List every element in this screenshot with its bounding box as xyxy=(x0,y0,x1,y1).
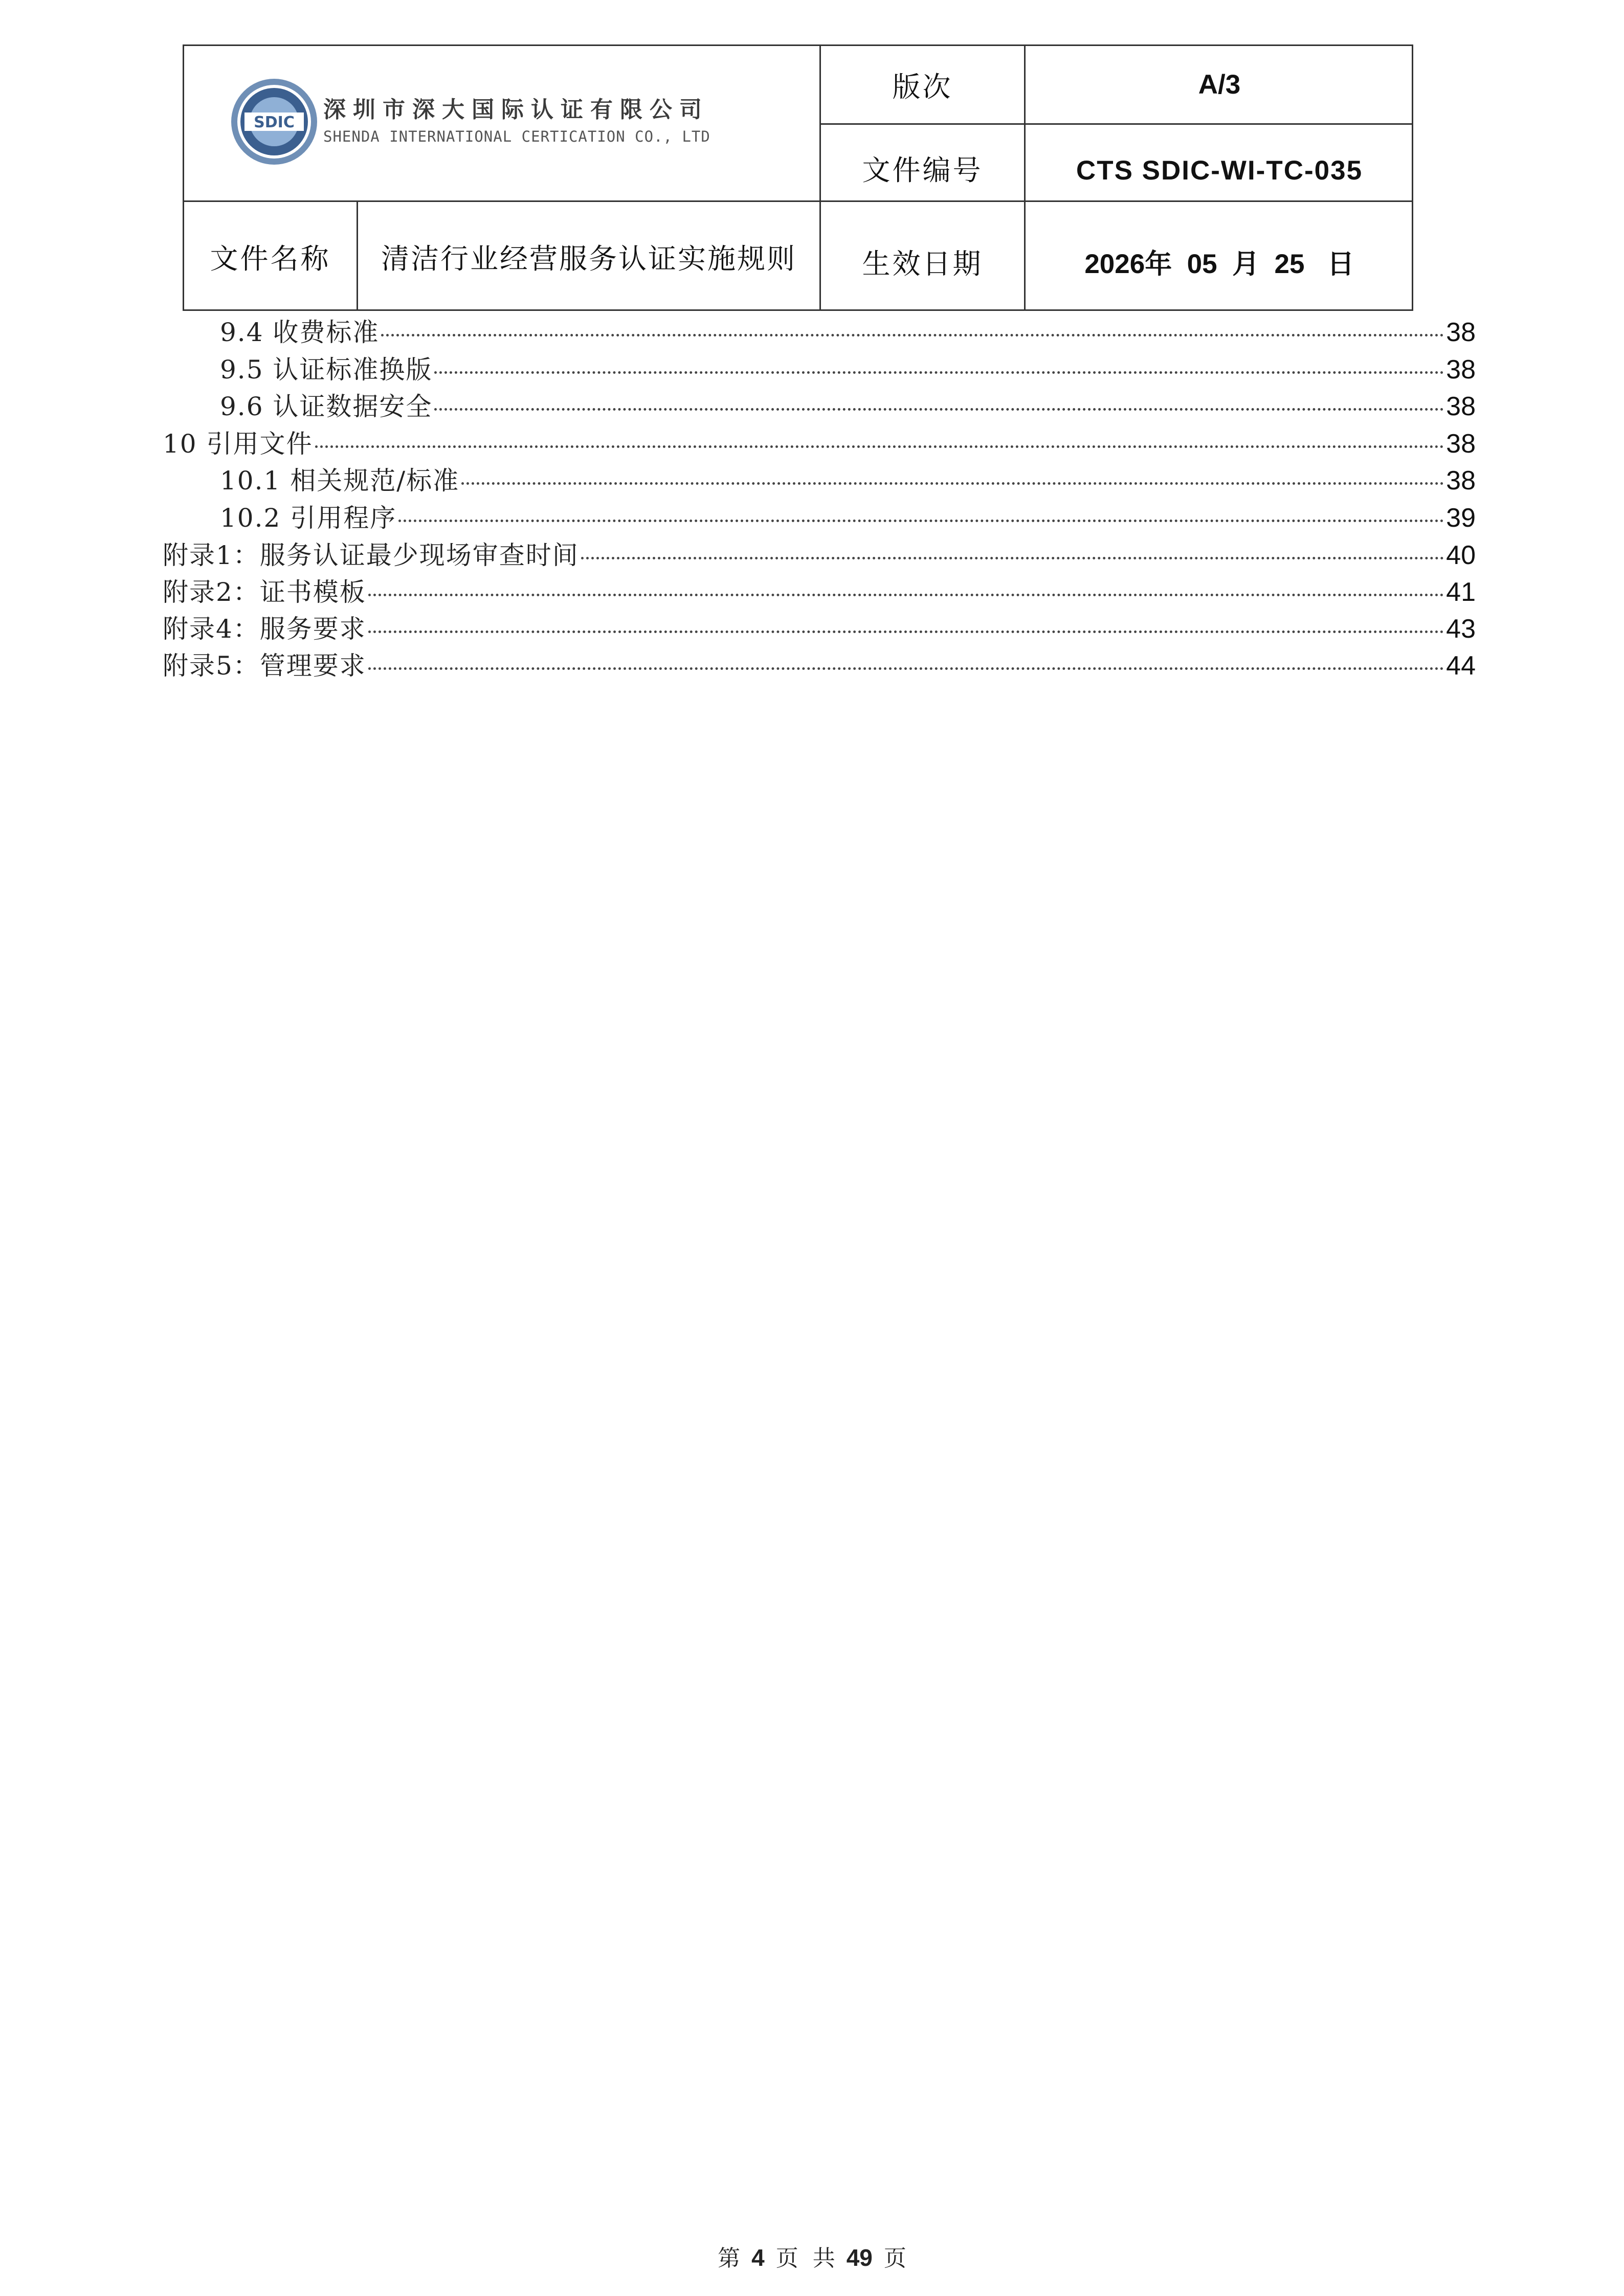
toc-entry-page: 38 xyxy=(1446,392,1476,421)
effective-date-value: 2026年 05 月 25 日 xyxy=(1084,249,1354,279)
toc-leader-dots xyxy=(581,557,1444,559)
footer-middle: 页 共 xyxy=(775,2245,835,2271)
footer-suffix: 页 xyxy=(883,2245,906,2271)
doc-number-label: 文件编号 xyxy=(862,153,983,187)
toc-entry[interactable] xyxy=(220,386,1476,421)
doc-name-label-cell xyxy=(184,202,357,311)
toc-entry[interactable] xyxy=(163,609,1476,644)
toc-entry-title: 附录2：证书模板 xyxy=(163,577,366,607)
version-label: 版次 xyxy=(892,71,953,103)
toc-entry[interactable] xyxy=(163,423,1476,459)
footer-prefix: 第 xyxy=(718,2245,741,2271)
toc-leader-dots xyxy=(461,482,1444,485)
company-logo-cell xyxy=(184,46,821,202)
toc-leader-dots xyxy=(368,667,1444,670)
toc-entry[interactable] xyxy=(163,572,1476,607)
toc-entry[interactable] xyxy=(220,460,1476,496)
page-footer xyxy=(0,2240,1624,2272)
document-header-table xyxy=(183,44,1413,311)
doc-name-value-cell xyxy=(358,202,819,311)
toc-entry-page: 40 xyxy=(1446,541,1476,570)
doc-number-label-cell xyxy=(821,125,1024,200)
toc-entry-page: 38 xyxy=(1446,355,1476,385)
company-name-en: SHENDA INTERNATIONAL CERTICATION CO., LTD xyxy=(323,128,710,145)
toc-entry-title: 10.1 相关规范/标准 xyxy=(220,466,460,496)
version-value: A/3 xyxy=(1198,70,1241,100)
toc-entry-title: 10.2 引用程序 xyxy=(220,503,397,533)
total-page-count: 49 xyxy=(846,2244,873,2271)
toc-entry-title: 附录5：管理要求 xyxy=(163,651,366,681)
toc-leader-dots xyxy=(368,631,1444,633)
toc-entry-title: 9.6 认证数据安全 xyxy=(220,392,433,421)
company-logo-icon xyxy=(229,77,319,167)
toc-leader-dots xyxy=(315,445,1444,448)
toc-entry-page: 43 xyxy=(1446,614,1476,644)
toc-leader-dots xyxy=(434,371,1444,374)
toc-entry[interactable] xyxy=(220,312,1476,347)
toc-entry-page: 38 xyxy=(1446,429,1476,459)
version-label-cell xyxy=(821,46,1024,123)
toc-leader-dots xyxy=(398,520,1444,522)
doc-name-label: 文件名称 xyxy=(210,242,331,275)
company-name-cn: 深圳市深大国际认证有限公司 xyxy=(323,97,709,123)
toc-entry-page: 38 xyxy=(1446,318,1476,347)
toc-entry[interactable] xyxy=(163,535,1476,570)
doc-name-value: 清洁行业经营服务认证实施规则 xyxy=(381,242,796,275)
doc-number-value-cell xyxy=(1026,125,1413,200)
toc-entry-page: 44 xyxy=(1446,651,1476,681)
effective-date-label: 生效日期 xyxy=(862,247,983,280)
doc-number-value: CTS SDIC-WI-TC-035 xyxy=(1076,155,1363,186)
effective-date-label-cell xyxy=(821,202,1024,311)
toc-entry-title: 附录1：服务认证最少现场审查时间 xyxy=(163,541,579,570)
toc-entry-page: 39 xyxy=(1446,503,1476,533)
effective-date-value-cell xyxy=(1026,202,1413,311)
toc-entry-title: 附录4：服务要求 xyxy=(163,614,366,644)
toc-entry-title: 9.4 收费标准 xyxy=(220,318,380,347)
toc-entry[interactable] xyxy=(220,349,1476,385)
toc-entry-title: 9.5 认证标准换版 xyxy=(220,355,433,385)
toc-entry-page: 41 xyxy=(1446,577,1476,607)
toc-leader-dots xyxy=(434,408,1444,411)
version-value-cell xyxy=(1026,46,1413,123)
toc-leader-dots xyxy=(368,594,1444,596)
current-page-number: 4 xyxy=(751,2244,765,2271)
toc-leader-dots xyxy=(381,334,1444,336)
toc-entry-title: 10 引用文件 xyxy=(163,429,313,459)
toc-entry-page: 38 xyxy=(1446,466,1476,496)
logo-text: SDIC xyxy=(254,114,295,131)
toc-entry[interactable] xyxy=(163,645,1476,681)
toc-entry[interactable] xyxy=(220,498,1476,533)
